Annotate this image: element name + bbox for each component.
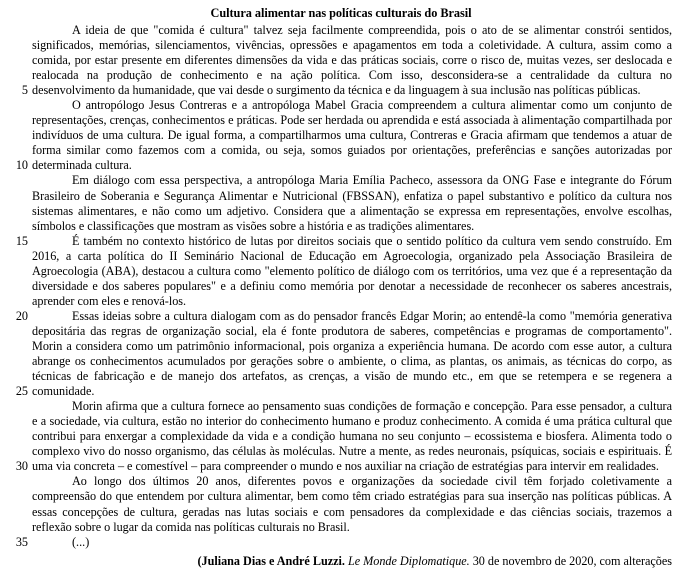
paragraph: Essas ideias sobre a cultura dialogam com as do pensador francês Edgar Morin; ao entendê-la como "memória generativa depositária das regras de organização social, ela é fonte produtora de saberes, competências e programas de comportamento". Morin a considera como um patrimônio informacional, pois organiza a experiência humana. De acordo com esse autor, a cultura abrange os conhecimentos acumulados por gerações sobre o ambiente, o clima, as plantas, os animais, as técnicas do corpo, as técnicas de fabricação e de manejo dos artefatos, as crenças, a visão de mundo etc., em que se retempera e se regenera a comunidade. — [32, 308, 672, 399]
source-publication: Le Monde Diplomatique. — [347, 553, 470, 568]
paragraph: Ao longo dos últimos 20 anos, diferentes povos e organizações da sociedade civil têm forjado coletivamente a compreensão do que entendem por cultura alimentar, bem como têm criado estratégias para sua inserção nas políticas públicas. A essas concepções de cultura, geradas nas lutas sociais e com pensadores da complexidade e das ciências sociais, trazemos a reflexão sobre o lugar da comida nas políticas culturais no Brasil. — [32, 474, 672, 534]
source-attribution — [32, 554, 672, 569]
paragraph: É também no contexto histórico de lutas por direitos sociais que o sentido político da cultura vem sendo construído. Em 2016, a carta política do II Seminário Nacional de Educação em Agroecologia, organizado pela Associação Brasileira de Agroecologia (ABA), destacou a cultura como "elemento político de diálogo com os territórios, uma vez que é a representação da diversidade e dos saberes populares" e a definiu como memória por denotar a necessidade de reconhecer os saberes ancestrais, aprender com eles e renová-los. — [32, 233, 672, 308]
paragraph: Morin afirma que a cultura fornece ao pensamento suas condições de formação e concepção. Para esse pensador, a cultura e a sociedade, via cultura, estão no interior do conhecimento humano e produz conhecimento. A comida é uma prática cultural que contribui para enxergar a complexidade da vida e a condição humana no seu conjunto – ecossistema e biosfera. Alimenta todo o complexo vivo do nosso organismo, das células às moléculas. Nutre a mente, as redes neuronais, psíquicas, sociais e espirituais. É uma via concreta – e comestível – para compreender o mundo e nos auxiliar na criação de estratégias para intervir em realidades. — [32, 399, 672, 474]
paragraph: A ideia de que "comida é cultura" talvez seja facilmente compreendida, pois o ato de se alimentar constrói sentidos, significados, memórias, silenciamentos, vivências, opressões e apagamentos em toda a coletividade. A cultura, assim como a comida, por estar presente em diferentes dimensões da vida e das práticas sociais, corre o risco de, muitas vezes, ser deslocada e realocada na produção de conhecimento e na ação política. Com isso, desconsidera-se a centralidade da cultura no desenvolvimento da humanidade, que vai desde o surgimento da técnica e da linguagem à sua inclusão nas políticas públicas. — [32, 23, 672, 98]
line-number: 10 — [15, 158, 28, 173]
line-number: 25 — [15, 384, 28, 399]
paragraph: O antropólogo Jesus Contreras e a antropóloga Mabel Gracia compreendem a cultura alimentar como um conjunto de representações, crenças, conhecimentos e práticas. Pode ser herdada ou aprendida e está associada à alimentação compartilhada por indivíduos de uma cultura. De igual forma, a compartilharmos uma cultura, Contreras e Gracia afirmam que tendemos a atuar de forma similar como fazemos com a comida, ou seja, somos guiados por orientações, preferências e sanções autorizadas por determinada cultura. — [32, 98, 672, 173]
line-number: 20 — [15, 308, 28, 323]
line-number: 15 — [15, 233, 28, 248]
line-number: 30 — [15, 459, 28, 474]
line-number-gutter — [10, 23, 28, 550]
paragraph: Em diálogo com essa perspectiva, a antropóloga Maria Emília Pacheco, assessora da ONG Fase e integrante do Fórum Brasileiro de Soberania e Segurança Alimentar e Nutricional (FBSSAN), enfatiza o papel substantivo e político da cultura nos sistemas alimentares, e não como um adjetivo. Considera que a alimentação se expressa em representações, envolve escolhas, símbolos e classificações que mostram as visões sobre a história e as tradições alimentares. — [32, 173, 672, 233]
source-authors: (Juliana Dias e André Luzzi. — [197, 553, 345, 568]
text-omission-marker: (...) — [72, 534, 90, 549]
line-number: 35 — [15, 534, 28, 549]
source-date: 30 de novembro de 2020, com alterações — [472, 553, 672, 568]
line-number: 5 — [21, 83, 28, 98]
page-title: Cultura alimentar nas políticas culturais do Brasil — [210, 6, 472, 20]
document-body — [15, 23, 672, 569]
